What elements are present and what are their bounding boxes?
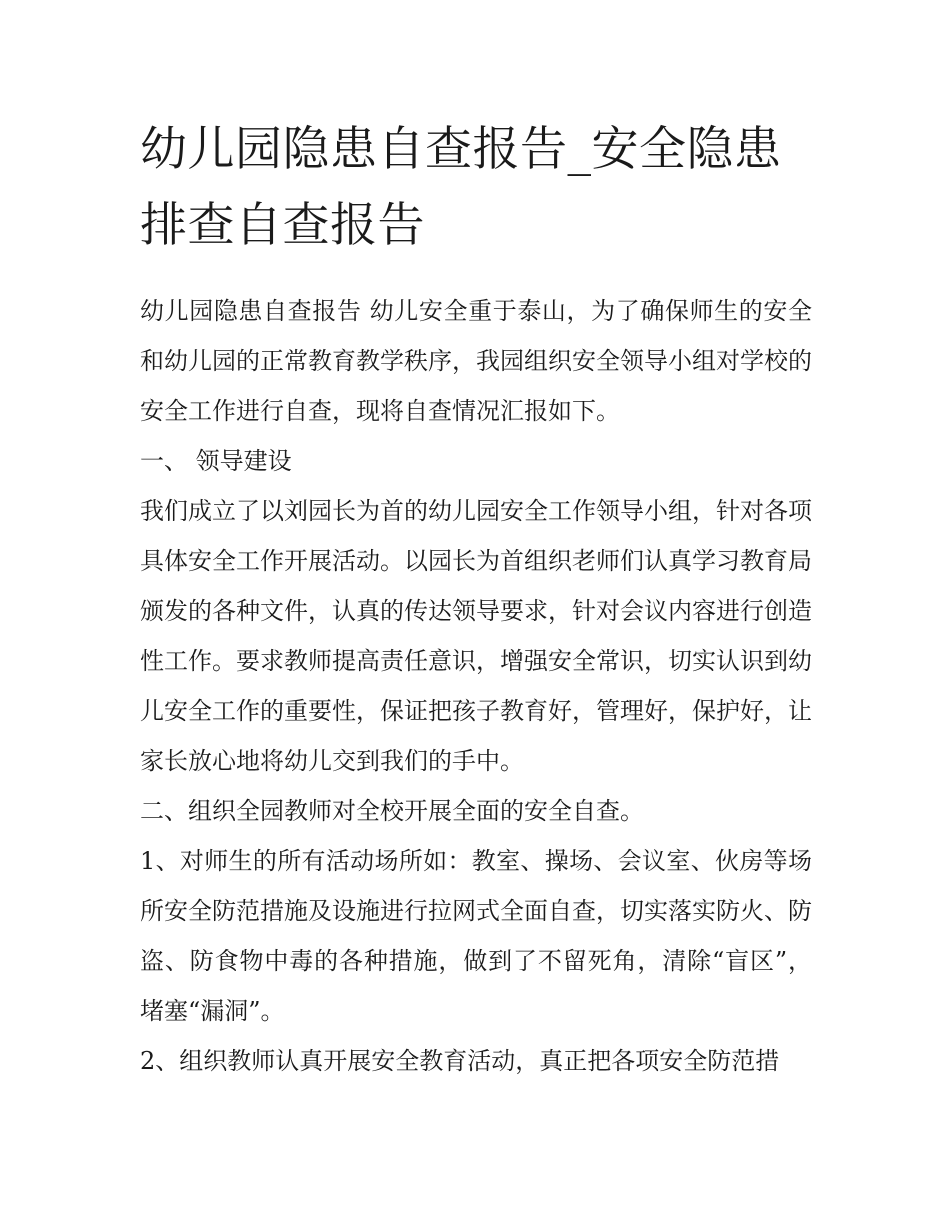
paragraph-item-1: 1、对师生的所有活动场所如：教室、操场、会议室、伙房等场所安全防范措施及设施进行拉网式全面自查，切实落实防火、防盗、防食物中毒的各种措施，做到了不留死角，清除“盲区”，堵塞“漏洞”。 xyxy=(140,847,812,1025)
paragraph-item-2: 2、组织教师认真开展安全教育活动，真正把各项安全防范措 xyxy=(140,1047,780,1075)
document-body xyxy=(140,112,812,1086)
section-heading-self-inspection: 二、组织全园教师对全校开展全面的安全自查。 xyxy=(140,797,644,825)
paragraph-leadership: 我们成立了以刘园长为首的幼儿园安全工作领导小组，针对各项具体安全工作开展活动。以园长为首组织老师们认真学习教育局颁发的各种文件，认真的传达领导要求，针对会议内容进行创造性工作。要求教师提高责任意识，增强安全常识，切实认识到幼儿安全工作的重要性，保证把孩子教育好，管理好，保护好，让家长放心地将幼儿交到我们的手中。 xyxy=(140,497,812,775)
document-title: 幼儿园隐患自查报告_安全隐患排查自查报告 xyxy=(140,122,782,253)
paragraph-intro: 幼儿园隐患自查报告 幼儿安全重于泰山，为了确保师生的安全和幼儿园的正常教育教学秩序，我园组织安全领导小组对学校的安全工作进行自查，现将自查情况汇报如下。 xyxy=(140,297,812,425)
section-heading-leadership: 一、 领导建设 xyxy=(140,447,292,475)
